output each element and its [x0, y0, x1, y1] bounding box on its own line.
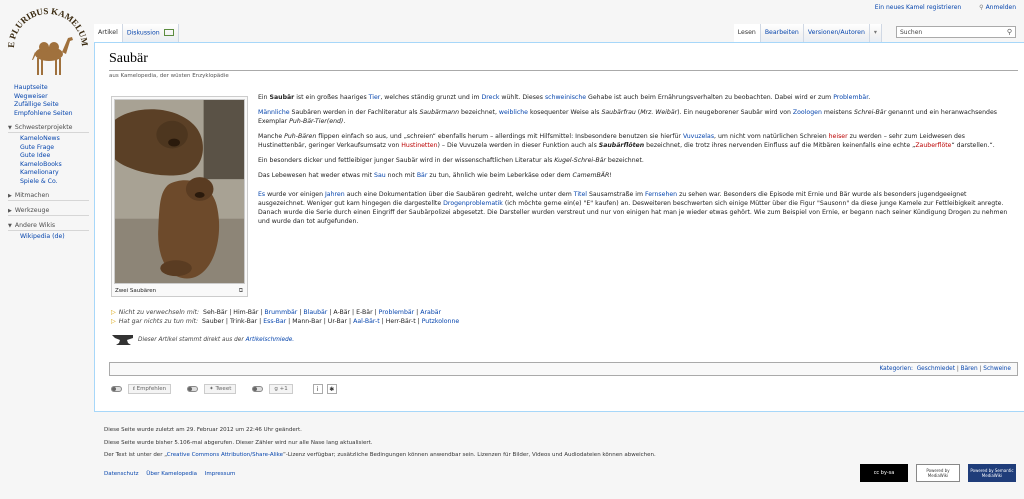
chevron-down-icon: ▼ — [8, 223, 12, 230]
disambig-item: Mann-Bar — [292, 318, 322, 325]
sidebar-item-wegweiser[interactable]: Wegweiser — [14, 92, 48, 100]
disambig-label: Nicht zu verwechseln mit: — [118, 309, 200, 316]
license-pre: Der Text ist unter der „ — [104, 452, 167, 458]
social-bar — [111, 384, 337, 394]
sidebar-item-kamelionary[interactable]: Kamelionary — [20, 169, 59, 177]
portal-title: Mitmachen — [14, 192, 50, 200]
inline-link[interactable]: Vuvuzelas — [682, 133, 715, 140]
sidebar-item-gute-frage[interactable]: Gute Frage — [20, 143, 55, 151]
login-icon: ⚲ — [979, 4, 984, 11]
portal-title: Schwesterprojekte — [14, 124, 73, 132]
disambig-link[interactable]: Ess-Bar — [263, 318, 287, 325]
portal-mitmachen — [0, 192, 95, 201]
logo-motto: E PLURIBUS KAMELUM — [6, 5, 90, 49]
google-plus-button[interactable] — [269, 384, 292, 394]
footer-license — [104, 449, 656, 462]
semantic-mediawiki-icon[interactable] — [968, 464, 1016, 482]
cc-label: cc by-sa — [873, 470, 895, 476]
category-link[interactable]: Geschmiedet — [916, 366, 955, 372]
footer-link-impressum[interactable]: Impressum — [204, 470, 236, 477]
tab-label: Lesen — [737, 29, 756, 36]
cc-license-icon[interactable] — [860, 464, 908, 482]
sidebar-item-kamelobooks[interactable]: KameloBooks — [20, 160, 62, 168]
tab-lesen[interactable] — [734, 24, 761, 42]
disambig-link[interactable]: Arabär — [420, 309, 442, 316]
category-link[interactable]: Bären — [960, 366, 978, 372]
redlink[interactable]: Zauberflöte — [915, 142, 952, 149]
thumbnail-caption — [114, 286, 245, 296]
inline-link[interactable]: Bär — [416, 172, 428, 179]
inline-link[interactable]: Jahren — [324, 191, 345, 198]
disambig-item: Herr-Bär-t — [385, 318, 416, 325]
mediawiki-label: Powered by MediaWiki — [926, 468, 950, 478]
category-box: Kategorien: Geschmiedet | Bären | Schweine — [109, 362, 1018, 376]
facebook-icon: f — [133, 386, 135, 392]
portal-werkzeuge — [0, 207, 95, 216]
gear-icon[interactable]: ✱ — [327, 384, 337, 394]
tab-more-menu[interactable] — [870, 24, 882, 42]
tab-label: Artikel — [98, 29, 118, 36]
paragraph-3: Manche Puh-Bären flippen einfach so aus, und „schreien“ ebenfalls herum – allerdings mit Hilfsmittel: Insbesondere benutzen sie hierfür Vuvuzelas, um nicht vom natürlichen Schreien heiser zu werden – sehr zum Leidwesen des Hustinettenbär, geringer Verkaufsumsatz von Hustinetten) – Die Vuvuzela werden in dieser Funktion auch als Saubärflöten bezeichnet, die trotz ihres nervenden Einfluss auf die Mitbären keinenfalls eine echte „Zauberflöte“ darstellen.“. — [258, 133, 995, 149]
portal-heading[interactable] — [8, 207, 89, 216]
google-toggle[interactable] — [252, 386, 263, 392]
camel-icon — [32, 37, 73, 75]
inline-link[interactable]: Problembär — [833, 94, 869, 101]
footer-link-about[interactable]: Über Kamelopedia — [146, 470, 197, 477]
footer-link-datenschutz[interactable]: Datenschutz — [104, 470, 139, 477]
inline-link[interactable]: schweinische — [544, 94, 587, 101]
sidebar-nav — [0, 84, 95, 118]
portal-title: Werkzeuge — [14, 207, 50, 215]
footer-icons — [860, 464, 1016, 482]
disambig-link[interactable]: Problembär — [378, 309, 415, 316]
chevron-right-icon: ▶ — [8, 208, 12, 215]
inline-link[interactable]: Männliche — [258, 109, 290, 116]
info-icon[interactable]: i — [313, 384, 323, 394]
redlink[interactable]: Hustinetten — [401, 142, 438, 149]
artikelschmiede-link[interactable]: Artikelschmiede. — [245, 337, 295, 343]
google-label: +1 — [279, 386, 288, 392]
portal-heading[interactable] — [8, 124, 89, 133]
anvil-icon — [111, 334, 135, 346]
smw-label: Powered by Semantic MediaWiki — [970, 468, 1014, 478]
categories-label[interactable]: Kategorien: — [879, 366, 913, 372]
sidebar-item-kamelonews[interactable]: KameloNews — [20, 135, 60, 143]
view-tabs — [734, 24, 1016, 42]
inline-link[interactable]: Es — [258, 191, 266, 198]
inline-link[interactable]: Titel — [573, 191, 587, 198]
twitter-label: Tweet — [215, 386, 232, 392]
disambig-link[interactable]: Aal-Bär-t — [353, 318, 380, 325]
bear-photo[interactable] — [114, 99, 245, 284]
paragraph-1: Ein Saubär ist ein großes haariges Tier, welches ständig grunzt und im Dreck wühlt. Dieses schweinische Gehabe ist auch beim Ernährungsverhalten zu beobachten. Dabei wird er zum Problembär. — [258, 94, 871, 101]
disambig-item: Sauber — [201, 318, 224, 325]
twitter-button[interactable] — [204, 384, 236, 394]
paragraph-5: Das Lebewesen hat weder etwas mit Sau noch mit Bär zu tun, ähnlich wie beim Leberkäse oder dem CamemBÄR! — [258, 172, 612, 179]
inline-link[interactable]: Tier — [368, 94, 381, 101]
disambig-line-2: ▷ Hat gar nichts zu tun mit: Sauber | Trink-Bar | Ess-Bar | Mann-Bar | Ur-Bar | Aal-Bär-t | Herr-Bär-t | Putzkolonne — [111, 318, 460, 325]
article-body — [258, 93, 1013, 232]
facebook-toggle[interactable] — [111, 386, 122, 392]
footer-links — [104, 468, 656, 481]
disambig-link[interactable]: Putzkolonne — [421, 318, 460, 325]
license-post: “-Lizenz verfügbar; zusätzliche Bedingungen können anwendbar sein. Lizenzen für Bilder, Videos und Audiodateien können abweichen. — [283, 452, 656, 458]
search-icon[interactable]: ⚲ — [1006, 28, 1012, 36]
svg-text:E PLURIBUS KAMELUM — [6, 6, 90, 48]
footer-viewcount: Diese Seite wurde bisher 5.106-mal abgerufen. Dieser Zähler wird nur alle Nase lang aktualisiert. — [104, 439, 373, 446]
notice-text: Dieser Artikel stammt direkt aus der — [138, 337, 244, 343]
sidebar-item-hauptseite[interactable]: Hauptseite — [14, 84, 48, 91]
site-logo[interactable] — [6, 4, 90, 84]
disambig-link[interactable]: Brummbär — [264, 309, 298, 316]
google-icon: g — [274, 386, 278, 392]
sidebar-item-empfohlene-seiten[interactable]: Empfohlene Seiten — [14, 109, 73, 117]
tab-label: Versionen/Autoren — [807, 29, 865, 36]
mediawiki-icon[interactable] — [916, 464, 960, 482]
license-link[interactable]: Creative Commons Attribution/Share-Alike — [166, 452, 284, 458]
sidebar-item-spiele[interactable]: Spiele & Co. — [20, 177, 58, 185]
discussion-icon — [164, 29, 174, 36]
disambig-label: Hat gar nichts zu tun mit: — [118, 318, 199, 325]
personal-tools — [867, 4, 1016, 11]
sidebar-item-wikipedia-de[interactable]: Wikipedia (de) — [20, 233, 65, 241]
register-link[interactable]: Ein neues Kamel registrieren — [874, 4, 962, 11]
disambig-item: A-Bär — [333, 309, 351, 316]
inline-link[interactable]: Drogenproblematik — [443, 200, 503, 207]
tab-diskussion[interactable] — [123, 24, 179, 42]
content-area — [94, 42, 1024, 412]
inline-link[interactable]: Sau — [374, 172, 386, 179]
tab-label: Diskussion — [126, 29, 160, 37]
category-link[interactable]: Schweine — [983, 366, 1011, 372]
sidebar-item-gute-idee[interactable]: Gute Idee — [20, 152, 51, 160]
chevron-right-icon: ▶ — [8, 193, 12, 200]
twitter-toggle[interactable] — [187, 386, 198, 392]
thumbnail-frame — [111, 96, 248, 297]
tab-label: Bearbeiten — [764, 29, 799, 36]
caption-text: Zwei Saubären — [115, 288, 157, 294]
disambig-item: Seh-Bär — [203, 309, 228, 316]
portal-andere-wikis — [0, 222, 95, 242]
redlink[interactable]: heiser — [828, 133, 848, 140]
login-link[interactable]: Anmelden — [985, 4, 1016, 11]
portal-heading[interactable] — [8, 192, 89, 201]
inline-link[interactable]: Zoologen — [792, 109, 822, 116]
footer — [104, 424, 656, 480]
page-title: Saubär — [109, 51, 148, 66]
twitter-icon: ✦ — [209, 386, 214, 392]
facebook-button[interactable] — [128, 384, 171, 394]
inline-link[interactable]: Dreck — [481, 94, 500, 101]
enlarge-icon[interactable]: ⧉ — [238, 287, 243, 294]
artikelschmiede-notice — [111, 334, 294, 346]
tab-versionen[interactable] — [804, 24, 870, 42]
namespace-tabs — [94, 24, 179, 42]
tab-bearbeiten[interactable] — [761, 24, 804, 42]
inline-link[interactable]: Fernsehen — [645, 191, 678, 198]
sidebar-item-zufaellige-seite[interactable]: Zufällige Seite — [14, 101, 59, 109]
disambig-item: Ur-Bar — [327, 318, 348, 325]
paragraph-4: Ein besonders dicker und fettleibiger junger Saubär wird in der wissenschaftlichen Literatur als Kugel-Schrei-Bär bezeichnet. — [258, 157, 644, 164]
bullet-icon: ▷ — [111, 309, 116, 316]
disambig-line-1: ▷ Nicht zu verwechseln mit: Seh-Bär | Him-Bär | Brummbär | Blaubär | A-Bär | E-Bär | Problembär | Arabär — [111, 309, 442, 316]
portal-schwesterprojekte — [0, 124, 95, 186]
inline-link[interactable]: weibliche — [498, 109, 528, 116]
chevron-down-icon: ▾ — [873, 29, 877, 36]
chevron-down-icon: ▼ — [8, 125, 12, 132]
paragraph-6: Es wurde vor einigen Jahren auch eine Dokumentation über die Saubären gedreht, welche unter dem Titel Sausamstraße im Fernsehen zu sehen war. Besonders die Episode mit Ernie und Bär wurde als besonders jugendgeeignet ausgezeichnet. Weniger gut kam hingegen die dargestellte Drogenproblematik (ich möchte gerne ein(e) "E" kaufen) an. Desweiteren beschwerten sich einige Mütter über die Figur "Sausonn" da diese junge Kamele zur Fettleibigkeit anregte. Danach wurde die Serie durch einen Eingriff der Saubärpolizei abgesetzt. Die Darsteller wurden verstreut und nur von einigen hat man je wieder etwas gehört. Wie zum Beispiel von Ernie, er begann nach seiner Kündigung Drogen zu nehmen und wurde dan tot aufgefunden. — [258, 191, 1008, 225]
portal-heading[interactable] — [8, 222, 89, 231]
footer-last-modified: Diese Seite wurde zuletzt am 29. Februar 2012 um 22:46 Uhr geändert. — [104, 427, 302, 433]
disambig-item: Him-Bär — [233, 309, 259, 316]
search-placeholder: Suchen — [900, 29, 923, 36]
disambig-link[interactable]: Blaubär — [303, 309, 328, 316]
disambiguation-box — [111, 308, 459, 326]
search-input[interactable] — [896, 26, 1016, 38]
disambig-item: Trink-Bar — [229, 318, 258, 325]
paragraph-2: Männliche Saubären werden in der Fachliteratur als Saubärmann bezeichnet, weibliche kosequenter Weise als Saubärfrau (Mrz. Weibär). Ein neugeborener Saubär wird von Zoologen meistens Schrei-Bär genannt und ein heranwachsendes Exemplar Puh-Bär-Tier(end). — [258, 109, 997, 125]
bullet-icon: ▷ — [111, 318, 116, 325]
login-group[interactable] — [971, 4, 1016, 11]
tab-artikel[interactable] — [94, 24, 123, 42]
facebook-label: Empfehlen — [136, 386, 167, 392]
portal-title: Andere Wikis — [14, 222, 56, 230]
sidebar — [0, 84, 95, 242]
disambig-item: E-Bär — [356, 309, 373, 316]
tagline: aus Kamelopedia, der wüsten Enzyklopädie — [109, 73, 229, 79]
title-divider — [109, 70, 1018, 71]
